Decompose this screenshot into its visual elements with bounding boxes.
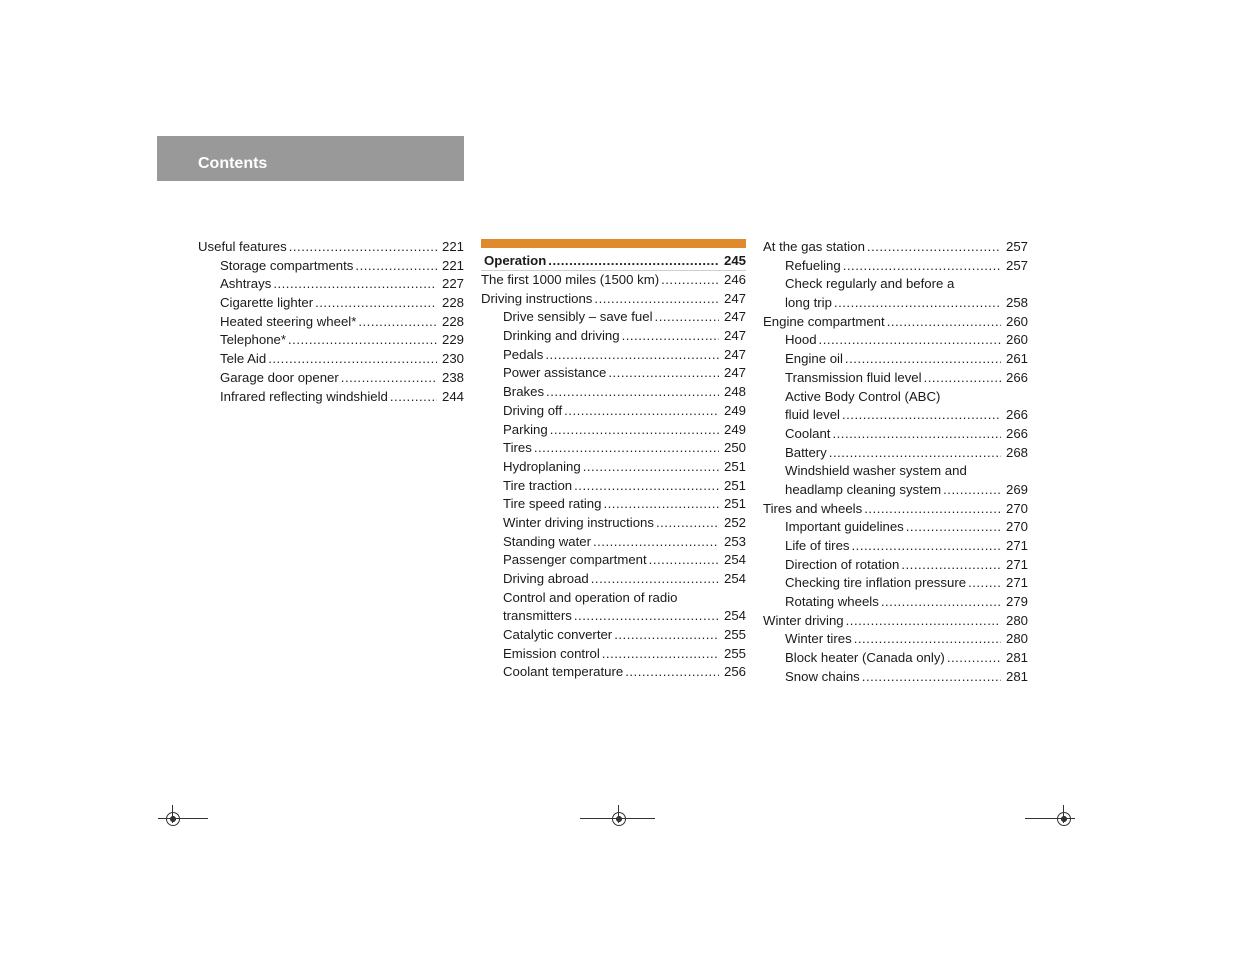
toc-page-number: 249 — [723, 402, 746, 418]
toc-leader-dots — [655, 308, 719, 327]
toc-entry[interactable] — [763, 537, 1028, 556]
toc-entry-title: Tire traction — [503, 477, 573, 493]
toc-leader-dots — [968, 574, 1001, 593]
toc-leader-dots — [846, 612, 1001, 631]
toc-entry-title: Useful features — [198, 239, 287, 254]
toc-page-number: 255 — [723, 645, 746, 661]
toc-entry-title: Passenger compartment — [503, 552, 647, 568]
toc-entry[interactable] — [481, 458, 746, 477]
toc-page-number: 254 — [723, 571, 746, 586]
toc-entry-title: At the gas station — [763, 239, 865, 254]
crop-mark-right — [1025, 805, 1075, 825]
toc-entry-title: Direction of rotation — [785, 556, 900, 572]
toc-entry-title: Tires and wheels — [763, 500, 863, 516]
toc-entry[interactable] — [763, 294, 1028, 313]
toc-leader-dots — [842, 406, 1001, 425]
toc-page-number: 260 — [1005, 313, 1028, 329]
toc-section-operation[interactable] — [481, 252, 746, 271]
toc-entry-title: Check regularly and before a — [785, 276, 955, 292]
toc-entry[interactable] — [763, 593, 1028, 612]
toc-leader-dots — [906, 518, 1001, 537]
toc-entry[interactable] — [481, 589, 746, 608]
section-accent-bar — [481, 239, 746, 248]
toc-entry[interactable] — [763, 444, 1028, 463]
toc-section-title: Operation — [484, 253, 547, 268]
toc-leader-dots — [832, 425, 1001, 444]
toc-page-number: 247 — [723, 290, 746, 306]
toc-leader-dots — [887, 313, 1001, 332]
toc-entry-title: Pedals — [503, 346, 544, 362]
toc-entry-title: Brakes — [503, 384, 545, 400]
toc-entry-title: Garage door opener — [220, 369, 339, 385]
toc-page-number: 252 — [723, 514, 746, 530]
toc-entry[interactable] — [481, 421, 746, 440]
toc-entry[interactable] — [763, 275, 1028, 294]
toc-column-1 — [198, 238, 464, 406]
toc-entry-title: Snow chains — [785, 668, 860, 684]
toc-entry[interactable] — [198, 350, 464, 369]
toc-entry[interactable] — [198, 238, 464, 257]
toc-page-number: 245 — [723, 253, 746, 268]
toc-entry[interactable] — [763, 257, 1028, 276]
crop-mark-center — [580, 805, 655, 825]
toc-entry[interactable] — [481, 439, 746, 458]
contents-header-bar — [157, 136, 464, 181]
toc-leader-dots — [829, 444, 1001, 463]
toc-page-number: 279 — [1005, 594, 1028, 610]
toc-page-number: 281 — [1005, 650, 1028, 666]
toc-entry-title: headlamp cleaning system — [785, 481, 942, 497]
toc-entry-title: Life of tires — [785, 538, 850, 553]
toc-leader-dots — [534, 439, 719, 458]
toc-entry-title: Coolant temperature — [503, 664, 624, 680]
toc-leader-dots — [594, 290, 719, 309]
toc-entry-title: Winter driving instructions — [503, 514, 654, 530]
toc-page-number: 246 — [723, 272, 746, 287]
toc-entry-title: Ashtrays — [220, 276, 272, 292]
toc-leader-dots — [614, 626, 719, 645]
toc-page-number: 260 — [1005, 332, 1028, 348]
toc-entry[interactable] — [763, 556, 1028, 575]
toc-entry-title: Hydroplaning — [503, 458, 581, 474]
toc-leader-dots — [661, 271, 719, 290]
toc-entry-title: Battery — [785, 444, 827, 460]
toc-entry[interactable] — [763, 331, 1028, 350]
toc-page-number: 254 — [723, 552, 746, 568]
toc-page-number: 257 — [1005, 239, 1028, 254]
toc-entry[interactable] — [481, 327, 746, 346]
toc-page-number: 227 — [441, 276, 464, 292]
toc-leader-dots — [574, 477, 719, 496]
toc-entry[interactable] — [481, 663, 746, 682]
toc-leader-dots — [602, 645, 719, 664]
toc-entry[interactable] — [763, 649, 1028, 668]
toc-entry[interactable] — [481, 383, 746, 402]
toc-entry-title: fluid level — [785, 407, 840, 423]
toc-leader-dots — [943, 481, 1001, 500]
toc-entry[interactable] — [763, 612, 1028, 631]
toc-leader-dots — [854, 630, 1001, 649]
toc-leader-dots — [591, 570, 719, 589]
toc-page-number: 271 — [1005, 575, 1028, 591]
toc-leader-dots — [649, 551, 719, 570]
toc-entry-title: Windshield washer system and — [785, 463, 967, 479]
toc-page-number: 255 — [723, 627, 746, 643]
toc-leader-dots — [288, 331, 437, 350]
toc-page-number: 270 — [1005, 519, 1028, 535]
toc-entry-title: Block heater (Canada only) — [785, 650, 945, 666]
toc-entry[interactable] — [763, 350, 1028, 369]
toc-leader-dots — [881, 593, 1001, 612]
toc-page-number: 251 — [723, 496, 746, 512]
toc-leader-dots — [622, 327, 719, 346]
toc-entry[interactable] — [763, 406, 1028, 425]
toc-page-number: 261 — [1005, 351, 1028, 367]
toc-entry-title: Engine compartment — [763, 313, 885, 329]
toc-entry-title: Active Body Control (ABC) — [785, 388, 941, 404]
toc-leader-dots — [947, 649, 1001, 668]
toc-entry-title: Emission control — [503, 645, 600, 661]
toc-page-number: 280 — [1005, 631, 1028, 647]
toc-page-number: 221 — [441, 257, 464, 273]
toc-leader-dots — [583, 458, 719, 477]
toc-entry-title: Control and operation of radio — [503, 589, 678, 605]
toc-entry-title: Tires — [503, 440, 532, 456]
toc-entry-title: Infrared reflecting windshield — [220, 388, 388, 404]
toc-entry-title: Winter tires — [785, 631, 852, 647]
toc-page-number: 280 — [1005, 612, 1028, 628]
toc-page-number: 251 — [723, 458, 746, 474]
toc-entry[interactable] — [198, 388, 464, 407]
toc-entry[interactable] — [198, 294, 464, 313]
crop-mark-left — [158, 805, 208, 825]
toc-leader-dots — [550, 421, 719, 440]
toc-entry[interactable] — [481, 402, 746, 421]
toc-entry-title: Cigarette lighter — [220, 295, 314, 311]
toc-leader-dots — [834, 294, 1001, 313]
toc-entry[interactable] — [481, 626, 746, 645]
toc-entry-title: Heated steering wheel* — [220, 313, 357, 329]
toc-entry-title: Important guidelines — [785, 519, 904, 535]
toc-page-number: 251 — [723, 477, 746, 493]
toc-entry[interactable] — [763, 500, 1028, 519]
toc-entry[interactable] — [763, 518, 1028, 537]
toc-entry-title: Driving abroad — [503, 571, 589, 586]
toc-entry-title: Refueling — [785, 257, 841, 273]
toc-entry[interactable] — [481, 346, 746, 365]
toc-entry[interactable] — [763, 462, 1028, 481]
toc-entry[interactable] — [198, 275, 464, 294]
toc-leader-dots — [843, 257, 1001, 276]
toc-page-number: 266 — [1005, 407, 1028, 423]
toc-entry[interactable] — [763, 388, 1028, 407]
toc-leader-dots — [315, 294, 437, 313]
toc-entry-title: Standing water — [503, 533, 591, 549]
toc-entry[interactable] — [763, 630, 1028, 649]
toc-leader-dots — [852, 537, 1001, 556]
toc-entry[interactable] — [481, 495, 746, 514]
toc-entry[interactable] — [481, 533, 746, 552]
toc-entry-title: Checking tire inflation pressure — [785, 575, 967, 591]
toc-page-number: 228 — [441, 313, 464, 329]
toc-leader-dots — [273, 275, 437, 294]
toc-entry-title: Winter driving — [763, 612, 844, 628]
toc-page-number: 254 — [723, 608, 746, 624]
toc-leader-dots — [819, 331, 1001, 350]
toc-entry-title: Driving off — [503, 402, 563, 418]
toc-entry-title: The first 1000 miles (1500 km) — [481, 272, 660, 287]
toc-page-number: 257 — [1005, 257, 1028, 273]
toc-page-number: 244 — [441, 388, 464, 404]
toc-leader-dots — [603, 495, 719, 514]
toc-page-number: 249 — [723, 421, 746, 437]
toc-entry[interactable] — [198, 331, 464, 350]
toc-entry[interactable] — [763, 238, 1028, 257]
toc-leader-dots — [845, 350, 1001, 369]
toc-page-number: 250 — [723, 440, 746, 456]
toc-entry[interactable] — [763, 425, 1028, 444]
toc-column-2 — [481, 239, 746, 682]
toc-entry-title: Coolant — [785, 425, 831, 441]
toc-entry-title: Storage compartments — [220, 257, 354, 273]
toc-leader-dots — [608, 364, 719, 383]
page-title: Contents — [198, 155, 268, 172]
toc-entry[interactable] — [763, 574, 1028, 593]
toc-page-number: 258 — [1005, 295, 1028, 311]
toc-entry[interactable] — [198, 369, 464, 388]
toc-page-number: 247 — [723, 346, 746, 362]
toc-page-number: 266 — [1005, 425, 1028, 441]
toc-page-number: 228 — [441, 295, 464, 311]
toc-entry-title: Engine oil — [785, 351, 843, 367]
toc-entry-title: Catalytic converter — [503, 627, 613, 643]
toc-leader-dots — [656, 514, 719, 533]
toc-leader-dots — [268, 350, 437, 369]
toc-leader-dots — [548, 252, 719, 270]
toc-entry[interactable] — [481, 271, 746, 290]
toc-leader-dots — [289, 238, 437, 257]
toc-page-number: 281 — [1005, 668, 1028, 684]
toc-leader-dots — [390, 388, 437, 407]
toc-leader-dots — [341, 369, 437, 388]
toc-leader-dots — [564, 402, 719, 421]
toc-page-number: 248 — [723, 384, 746, 400]
toc-column-3 — [763, 238, 1028, 687]
toc-entry-title: Drive sensibly – save fuel — [503, 309, 653, 325]
toc-entry-title: transmitters — [503, 608, 572, 624]
toc-leader-dots — [358, 313, 437, 332]
toc-leader-dots — [867, 238, 1001, 257]
toc-entry-title: Transmission fluid level — [785, 369, 922, 385]
toc-page-number: 256 — [723, 664, 746, 680]
toc-entry[interactable] — [481, 607, 746, 626]
toc-entry-title: Hood — [785, 332, 817, 348]
toc-entry-title: Drinking and driving — [503, 328, 620, 344]
toc-leader-dots — [625, 663, 719, 682]
toc-entry[interactable] — [763, 313, 1028, 332]
toc-leader-dots — [545, 346, 719, 365]
toc-entry[interactable] — [481, 477, 746, 496]
toc-leader-dots — [924, 369, 1001, 388]
toc-entry[interactable] — [481, 308, 746, 327]
toc-entry-title: Parking — [503, 421, 548, 437]
toc-entry[interactable] — [481, 514, 746, 533]
toc-entry[interactable] — [198, 313, 464, 332]
toc-entry[interactable] — [481, 364, 746, 383]
toc-entry-title: long trip — [785, 295, 832, 311]
toc-page-number: 266 — [1005, 369, 1028, 385]
toc-entry-title: Rotating wheels — [785, 594, 879, 610]
toc-entry[interactable] — [198, 257, 464, 276]
toc-leader-dots — [355, 257, 437, 276]
toc-entry-title: Tele Aid — [220, 351, 267, 367]
toc-page-number: 269 — [1005, 481, 1028, 497]
toc-entry[interactable] — [481, 551, 746, 570]
toc-page-number: 229 — [441, 332, 464, 348]
toc-entry-title: Telephone* — [220, 332, 286, 348]
toc-entry[interactable] — [481, 570, 746, 589]
toc-page-number: 221 — [441, 239, 464, 254]
toc-page-number: 247 — [723, 309, 746, 325]
toc-leader-dots — [862, 668, 1001, 687]
toc-entry-title: Tire speed rating — [503, 496, 602, 512]
toc-leader-dots — [593, 533, 719, 552]
toc-page-number: 247 — [723, 365, 746, 381]
toc-leader-dots — [574, 607, 719, 626]
toc-entry[interactable] — [763, 668, 1028, 687]
toc-entry[interactable] — [763, 369, 1028, 388]
toc-leader-dots — [546, 383, 719, 402]
toc-page-number: 253 — [723, 533, 746, 549]
toc-entry-title: Driving instructions — [481, 290, 593, 306]
toc-entry[interactable] — [763, 481, 1028, 500]
toc-page-number: 238 — [441, 369, 464, 385]
toc-page-number: 247 — [723, 328, 746, 344]
toc-leader-dots — [864, 500, 1001, 519]
toc-page-number: 271 — [1005, 556, 1028, 572]
toc-page-number: 230 — [441, 351, 464, 367]
toc-entry[interactable] — [481, 645, 746, 664]
toc-entry[interactable] — [481, 290, 746, 309]
toc-page-number: 271 — [1005, 538, 1028, 553]
toc-entry-title: Power assistance — [503, 365, 607, 381]
toc-page-number: 268 — [1005, 444, 1028, 460]
toc-page-number: 270 — [1005, 500, 1028, 516]
toc-leader-dots — [901, 556, 1001, 575]
